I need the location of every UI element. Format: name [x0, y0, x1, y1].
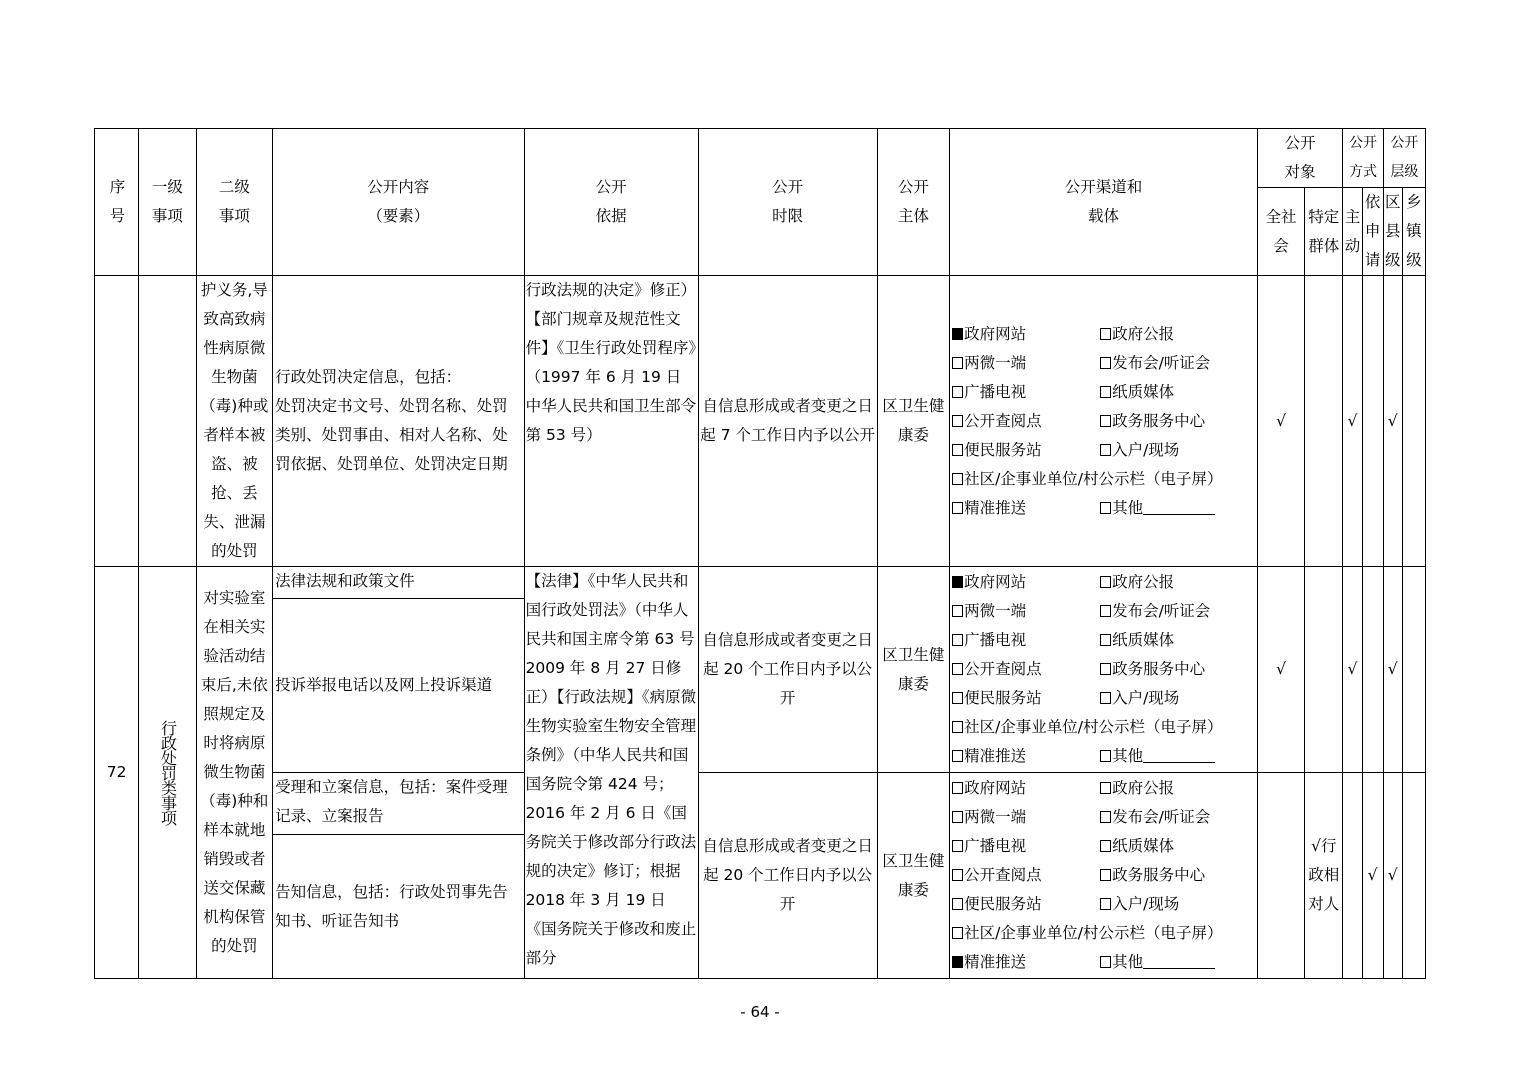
row72-channel-2: [950, 773, 1258, 979]
channel-option: 其他: [1100, 742, 1215, 771]
channel-option: 公开查阅点: [952, 861, 1100, 890]
channel-option: 两微一端: [952, 597, 1100, 626]
row72-object-specific-tick: √行政相对人: [1305, 773, 1343, 979]
unchecked-box-icon: [1100, 444, 1111, 456]
unchecked-box-icon: [1100, 956, 1111, 968]
channel-option: 入户/现场: [1100, 890, 1179, 919]
unchecked-box-icon: [952, 473, 963, 485]
channel-option: 发布会/听证会: [1100, 803, 1210, 832]
prev-object-all-tick: √: [1257, 276, 1304, 567]
channel-option: 公开查阅点: [952, 407, 1100, 436]
prev-seq-cell: [95, 276, 139, 567]
channel-row: [952, 803, 1257, 832]
prev-level-district-tick: √: [1383, 276, 1402, 567]
row72-content-c: 受理和立案信息，包括：案件受理记录、立案报告: [273, 773, 525, 835]
unchecked-box-icon: [952, 415, 963, 427]
row72-level-district-tick-1: √: [1383, 567, 1402, 773]
unchecked-box-icon: [952, 357, 963, 369]
unchecked-box-icon: [952, 782, 963, 794]
unchecked-box-icon: [952, 927, 963, 939]
unchecked-box-icon: [952, 444, 963, 456]
unchecked-box-icon: [1100, 782, 1111, 794]
channel-row: [952, 948, 1257, 977]
channel-option: 其他: [1100, 494, 1215, 523]
unchecked-box-icon: [1100, 840, 1111, 852]
row72-time-limit-2: 自信息形成或者变更之日起 20 个工作日内予以公开: [698, 773, 877, 979]
prev-level-town-cell: [1402, 276, 1425, 567]
row72-content-a: 法律法规和政策文件: [273, 567, 525, 599]
unchecked-box-icon: [952, 386, 963, 398]
channel-row: [952, 407, 1257, 436]
row72-level-town-2: [1402, 773, 1425, 979]
unchecked-box-icon: [1100, 750, 1111, 762]
channel-option: 入户/现场: [1100, 436, 1179, 465]
channel-option: 公开查阅点: [952, 655, 1100, 684]
channel-row: [952, 684, 1257, 713]
header-time-limit: 公开时限: [698, 129, 877, 276]
channel-row: [952, 890, 1257, 919]
channel-row: [952, 742, 1257, 771]
unchecked-box-icon: [1100, 357, 1111, 369]
other-blank-line: [1143, 746, 1215, 763]
header-object-specific: 特定群体: [1305, 188, 1343, 276]
prev-content-title: 行政处罚决定信息，包括：: [275, 368, 462, 386]
unchecked-box-icon: [1100, 576, 1111, 588]
unchecked-box-icon: [952, 750, 963, 762]
channel-option: 两微一端: [952, 803, 1100, 832]
row72-method-active-tick: √: [1343, 567, 1362, 773]
unchecked-box-icon: [952, 840, 963, 852]
unchecked-box-icon: [1100, 634, 1111, 646]
prev-method-apply-cell: [1362, 276, 1383, 567]
channel-row: [952, 320, 1257, 349]
channel-row: [952, 568, 1257, 597]
channel-row: [952, 465, 1257, 494]
header-seq: 序号: [95, 129, 139, 276]
row72-level-district-tick-2: √: [1383, 773, 1402, 979]
header-subject: 公开主体: [877, 129, 949, 276]
checked-box-icon: [952, 956, 963, 968]
unchecked-box-icon: [952, 721, 963, 733]
channel-option: 社区/企事业单位/村公示栏（电子屏）: [952, 465, 1222, 494]
channel-option: 两微一端: [952, 349, 1100, 378]
unchecked-box-icon: [1100, 605, 1111, 617]
channel-option: 入户/现场: [1100, 684, 1179, 713]
channel-row: [952, 832, 1257, 861]
channel-row: [952, 655, 1257, 684]
row72-channel-1: [950, 567, 1258, 773]
prev-time-limit-cell: 自信息形成或者变更之日起 7 个工作日内予以公开: [698, 276, 877, 567]
channel-option: 发布会/听证会: [1100, 349, 1210, 378]
row72-level1: 行政处罚类事项: [139, 567, 196, 979]
header-level-town: 乡镇级: [1402, 188, 1425, 276]
prev-content-cell: [273, 276, 525, 567]
prev-object-specific-cell: [1305, 276, 1343, 567]
row72-method-active-2: [1343, 773, 1362, 979]
header-method-active: 主动: [1343, 188, 1362, 276]
channel-option: 精准推送: [952, 742, 1100, 771]
row72-basis: 【法律】《中华人民共和国行政处罚法》（中华人民共和国主席令第 63 号 2009 年 8 月 27 日修正）【行政法规】《病原微生物实验室生物安全管理条例》（中华人民共和国国务院令第 424 号；2016 年 2 月 6 日《国务院关于修改部分行政法规的决定》修订；根据 2018 年 3 月 19 日《国务院关于修改和废止部分: [524, 567, 698, 979]
row72-object-all-tick: √: [1257, 567, 1304, 773]
channel-row: [952, 626, 1257, 655]
unchecked-box-icon: [952, 869, 963, 881]
channel-option: 政务服务中心: [1100, 407, 1205, 436]
channel-option: 政务服务中心: [1100, 655, 1205, 684]
channel-option: 政务服务中心: [1100, 861, 1205, 890]
channel-option: 纸质媒体: [1100, 626, 1174, 655]
row72-subject-1: 区卫生健康委: [877, 567, 949, 773]
row72-level-town-1: [1402, 567, 1425, 773]
channel-row: [952, 494, 1257, 523]
channel-option: 社区/企事业单位/村公示栏（电子屏）: [952, 919, 1222, 948]
header-level: 公开层级: [1383, 129, 1425, 188]
page-number: - 64 -: [740, 1003, 780, 1021]
channel-option: 广播电视: [952, 626, 1100, 655]
unchecked-box-icon: [1100, 663, 1111, 675]
channel-row: [952, 436, 1257, 465]
header-object-all: 全社会: [1257, 188, 1304, 276]
unchecked-box-icon: [1100, 328, 1111, 340]
prev-channel-cell: [950, 276, 1258, 567]
other-blank-line: [1143, 498, 1215, 515]
unchecked-box-icon: [1100, 502, 1111, 514]
row72-method-apply-tick: √: [1362, 773, 1383, 979]
unchecked-box-icon: [952, 634, 963, 646]
row72-content-d: 告知信息，包括：行政处罚事先告知书、听证告知书: [273, 835, 525, 979]
unchecked-box-icon: [952, 605, 963, 617]
row72-content-b: 投诉举报电话以及网上投诉渠道: [273, 599, 525, 773]
channel-option: 政府公报: [1100, 774, 1174, 803]
header-level-district: 区县级: [1383, 188, 1402, 276]
prev-basis-cell: 行政法规的决定》修正）【部门规章及规范性文件】《卫生行政处罚程序》（1997 年 6 月 19 日中华人民共和国卫生部令第 53 号）: [524, 276, 698, 567]
channel-option: 政府公报: [1100, 320, 1174, 349]
prev-method-active-tick: √: [1343, 276, 1362, 567]
header-method: 公开方式: [1343, 129, 1383, 188]
row72-method-apply-1: [1362, 567, 1383, 773]
header-channel: 公开渠道和载体: [950, 129, 1258, 276]
channel-option: 政府网站: [952, 774, 1100, 803]
row72-subject-2: 区卫生健康委: [877, 773, 949, 979]
channel-option: 纸质媒体: [1100, 832, 1174, 861]
channel-option: 发布会/听证会: [1100, 597, 1210, 626]
header-level2: 二级事项: [196, 129, 272, 276]
header-method-apply: 依申请: [1362, 188, 1383, 276]
channel-row: [952, 349, 1257, 378]
other-blank-line: [1143, 952, 1215, 969]
channel-row: [952, 919, 1257, 948]
header-level1: 一级事项: [139, 129, 196, 276]
prev-level2-cell: 护义务,导致高致病性病原微生物菌（毒)种或者样本被盗、被抢、丢失、泄漏的处罚: [196, 276, 272, 567]
unchecked-box-icon: [1100, 898, 1111, 910]
prev-level1-cell: [139, 276, 196, 567]
row72-level2: 对实验室在相关实验活动结束后,未依照规定及时将病原微生物菌（毒)种和样本就地销毁或者送交保藏机构保管的处罚: [196, 567, 272, 979]
channel-row: [952, 774, 1257, 803]
unchecked-box-icon: [952, 692, 963, 704]
header-content: 公开内容（要素）: [273, 129, 525, 276]
checked-box-icon: [952, 576, 963, 588]
channel-option: 精准推送: [952, 948, 1100, 977]
channel-option: 政府网站: [952, 568, 1100, 597]
header-basis: 公开依据: [524, 129, 698, 276]
channel-option: 纸质媒体: [1100, 378, 1174, 407]
channel-option: 广播电视: [952, 378, 1100, 407]
unchecked-box-icon: [1100, 811, 1111, 823]
unchecked-box-icon: [1100, 692, 1111, 704]
unchecked-box-icon: [1100, 386, 1111, 398]
channel-option: 政府网站: [952, 320, 1100, 349]
channel-option: 社区/企事业单位/村公示栏（电子屏）: [952, 713, 1222, 742]
channel-option: 广播电视: [952, 832, 1100, 861]
channel-row: [952, 597, 1257, 626]
channel-row: [952, 378, 1257, 407]
checked-box-icon: [952, 328, 963, 340]
row72-object-specific-1: [1305, 567, 1343, 773]
prev-content-body: 处罚决定书文号、处罚名称、处罚类别、处罚事由、相对人名称、处罚依据、处罚单位、处罚决定日期: [275, 397, 508, 473]
channel-option: 便民服务站: [952, 890, 1100, 919]
channel-row: [952, 861, 1257, 890]
channel-option: 政府公报: [1100, 568, 1174, 597]
header-object: 公开对象: [1257, 129, 1343, 188]
channel-option: 便民服务站: [952, 436, 1100, 465]
unchecked-box-icon: [952, 663, 963, 675]
row72-seq: 72: [95, 567, 139, 979]
row72-object-all-2: [1257, 773, 1304, 979]
unchecked-box-icon: [952, 898, 963, 910]
prev-subject-cell: 区卫生健康委: [877, 276, 949, 567]
channel-option: 便民服务站: [952, 684, 1100, 713]
channel-option: 精准推送: [952, 494, 1100, 523]
channel-option: 其他: [1100, 948, 1215, 977]
row72-time-limit-1: 自信息形成或者变更之日起 20 个工作日内予以公开: [698, 567, 877, 773]
unchecked-box-icon: [1100, 869, 1111, 881]
unchecked-box-icon: [952, 502, 963, 514]
unchecked-box-icon: [952, 811, 963, 823]
unchecked-box-icon: [1100, 415, 1111, 427]
channel-row: [952, 713, 1257, 742]
disclosure-table: [94, 128, 1426, 979]
